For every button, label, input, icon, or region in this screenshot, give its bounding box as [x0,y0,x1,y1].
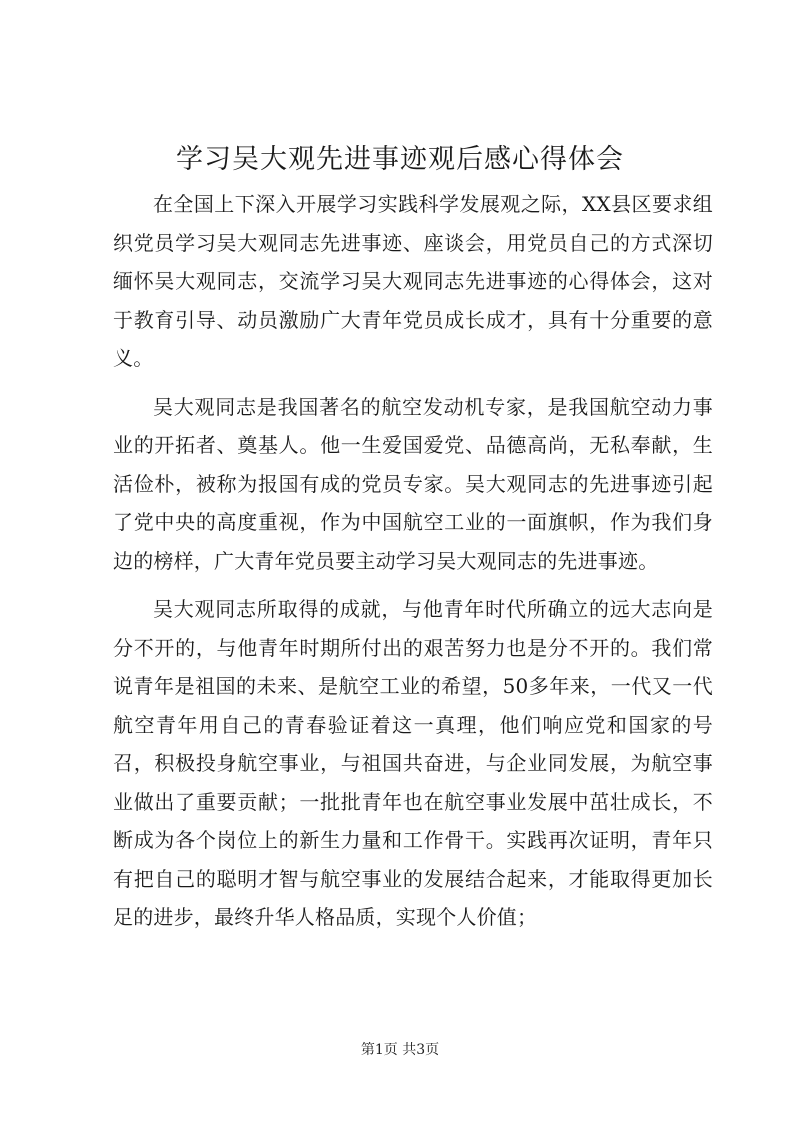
document-title: 学习吴大观先进事迹观后感心得体会 [176,144,624,175]
page-number-footer: 第1页 共3页 [360,1042,440,1058]
paragraph-1: 在全国上下深入开展学习实践科学发展观之际，XX县区要求组织党员学习吴大观同志先进事迹、座谈会，用党员自己的方式深切缅怀吴大观同志，交流学习吴大观同志先进事迹的心得体会，这对于教育引导、动员激励广大青年党员成长成才，具有十分重要的意义。 [113,192,713,370]
document-body [113,185,713,947]
paragraph-2: 吴大观同志是我国著名的航空发动机专家，是我国航空动力事业的开拓者、奠基人。他一生爱国爱党、品德高尚，无私奉献，生活俭朴，被称为报国有成的党员专家。吴大观同志的先进事迹引起了党中央的高度重视，作为中国航空工业的一面旗帜，作为我们身边的榜样，广大青年党员要主动学习吴大观同志的先进事迹。 [113,394,713,573]
paragraph-3: 吴大观同志所取得的成就，与他青年时代所确立的远大志向是分不开的，与他青年时期所付出的艰苦努力也是分不开的。我们常说青年是祖国的未来、是航空工业的希望，50多年来，一代又一代航空青年用自己的青春验证着这一真理，他们响应党和国家的号召，积极投身航空事业，与祖国共奋进，与企业同发展，为航空事业做出了重要贡献；一批批青年也在航空事业发展中茁壮成长，不断成为各个岗位上的新生力量和工作骨干。实践再次证明，青年只有把自己的聪明才智与航空事业的发展结合起来，才能取得更加长足的进步，最终升华人格品质，实现个人价值； [113,597,713,929]
